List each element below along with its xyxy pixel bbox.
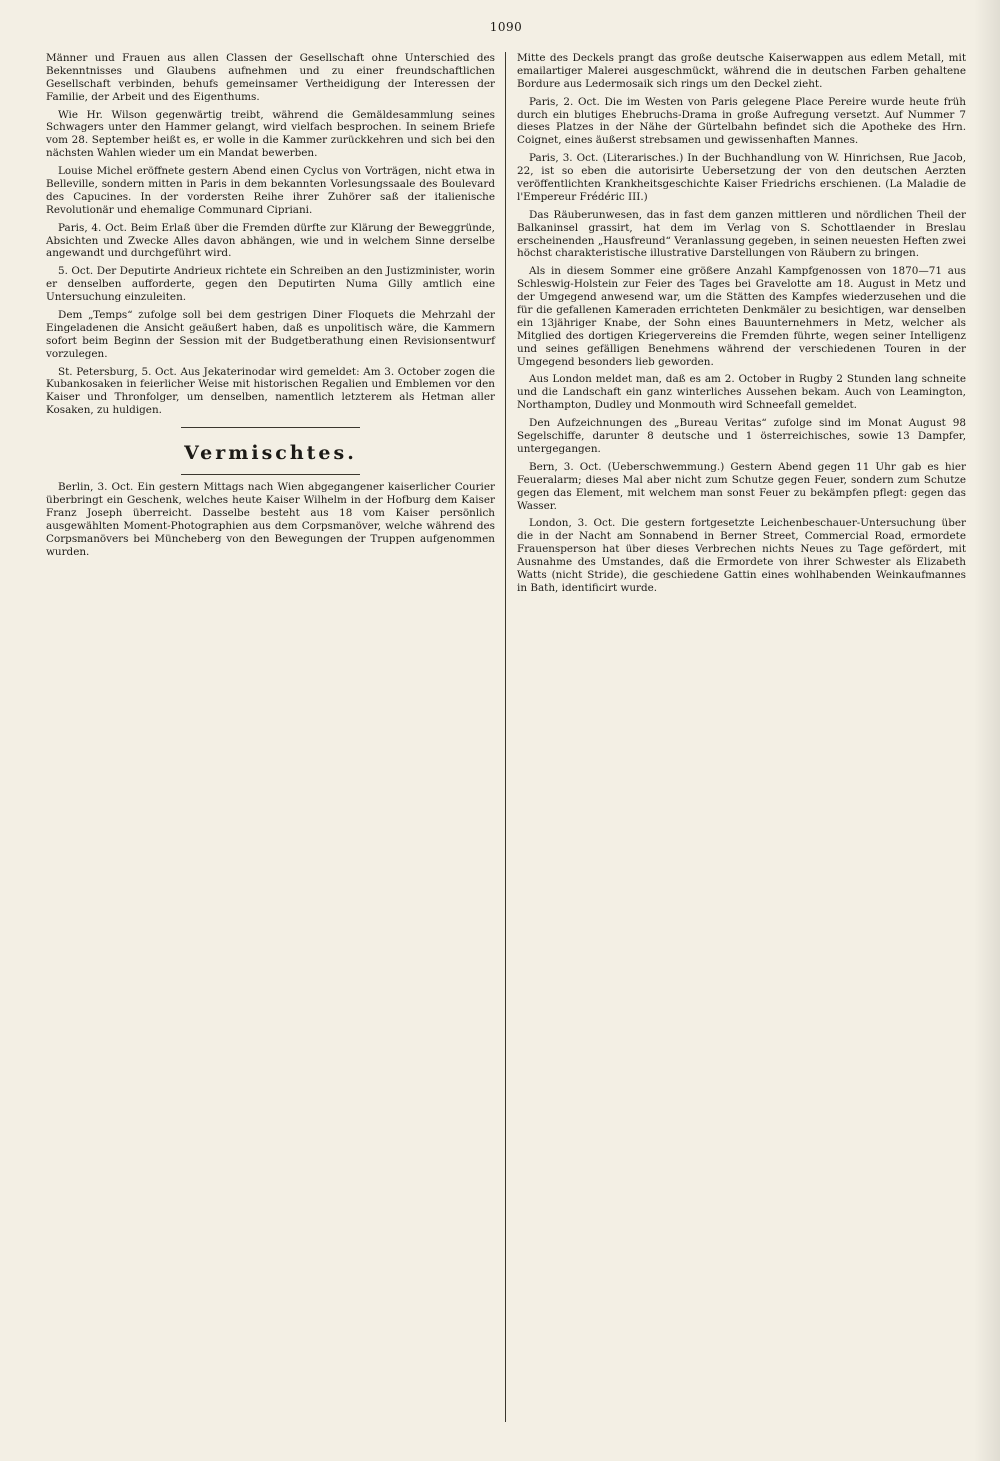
paragraph: 5. Oct. Der Deputirte Andrieux richtete ein Schreiben an den Justizminister, worin er denselben aufforderte, gegen den Deputirten Numa Gilly amtlich eine Untersuchung einzuleiten. <box>46 265 495 304</box>
page-edge-shadow <box>974 0 1000 1461</box>
paragraph: St. Petersburg, 5. Oct. Aus Jekaterinodar wird gemeldet: Am 3. October zogen die Kubankosaken in feierlicher Weise mit historischen Regalien und Emblemen vor den Kaiser und Thronfolger, um denselben, namentlich letzterem als Hetman aller Kosaken, zu huldigen. <box>46 365 495 417</box>
paragraph: Mitte des Deckels prangt das große deutsche Kaiserwappen aus edlem Metall, mit emailartiger Malerei ausgeschmückt, während die in deutschen Farben gehaltene Bordure aus Ledermosaik sich rings um den Deckel zieht. <box>517 52 966 90</box>
paragraph: London, 3. Oct. Die gestern fortgesetzte Leichenbeschauer-Untersuchung über die in der Nacht am Sonnabend in Berner Street, Commercial Road, ermordete Frauensperson hat über dieses Verbrechen nichts Neues zu Tage gefördert, mit Ausnahme des Umstandes, daß die Ermordete von ihrer Schwester als Elizabeth Watts (nicht Stride), die geschiedene Gattin eines wohlhabenden Weinkaufmannes in Bath, identificirt wurde. <box>517 517 966 594</box>
divider <box>181 427 361 428</box>
paragraph: Das Räuberunwesen, das in fast dem ganzen mittleren und nördlichen Theil der Balkaninsel grassirt, hat dem im Verlag von S. Schottlaender in Breslau erscheinenden „Hausfreund“ Veranlassung gegeben, in seinen neuesten Heften zwei höchst charakteristische illustrative Darstellungen von Räubern zu bringen. <box>517 208 966 260</box>
columns <box>46 52 966 1422</box>
paragraph: Dem „Temps“ zufolge soll bei dem gestrigen Diner Floquets die Mehrzahl der Eingeladenen die Ansicht geäußert haben, daß es unpolitisch wäre, die Kammern sofort beim Beginn der Session mit der Budgetberathung einen Revisionsentwurf vorzulegen. <box>46 309 495 360</box>
paragraph: Paris, 2. Oct. Die im Westen von Paris gelegene Place Pereire wurde heute früh durch ein blutiges Ehebruchs-Drama in große Aufregung versetzt. Auf Nummer 7 dieses Platzes in der Nähe der Gürtelbahn befindet sich die Apotheke des Hrn. Coignet, eines äußerst strebsamen und gewissenhaften Mannes. <box>517 95 966 147</box>
divider <box>181 474 361 475</box>
newspaper-page <box>46 20 966 1422</box>
column-right <box>517 52 966 1422</box>
paragraph: Paris, 3. Oct. (Literarisches.) In der Buchhandlung von W. Hinrichsen, Rue Jacob, 22, ist so eben die autorisirte Uebersetzung der von den deutschen Aerzten veröffentlichten Krankheitsgeschichte Kaiser Friedrichs erschienen. (La Maladie de l'Empereur Frédéric III.) <box>517 152 966 203</box>
paragraph: Paris, 4. Oct. Beim Erlaß über die Fremden dürfte zur Klärung der Beweggründe, Absichten und Zwecke Alles davon abhängen, wie und in welchem Sinne derselbe angewandt und durchgeführt wird. <box>46 221 495 260</box>
column-left <box>46 52 495 1422</box>
paragraph: Den Aufzeichnungen des „Bureau Veritas“ zufolge sind im Monat August 98 Segelschiffe, darunter 8 deutsche und 1 österreichisches, sowie 13 Dampfer, untergegangen. <box>517 417 966 455</box>
section-heading: Vermischtes. <box>184 442 357 465</box>
paragraph: Wie Hr. Wilson gegenwärtig treibt, während die Gemäldesammlung seines Schwagers unter den Hammer gelangt, wird vielfach besprochen. In seinem Briefe vom 28. September heißt es, er wolle in die Kammer zurückkehren und sich bei den nächsten Wahlen wieder um ein Mandat bewerben. <box>46 108 495 160</box>
page-number: 1090 <box>489 20 523 34</box>
paragraph: Bern, 3. Oct. (Ueberschwemmung.) Gestern Abend gegen 11 Uhr gab es hier Feueralarm; dieses Mal aber nicht zum Schutze gegen Feuer, sondern zum Schutze gegen das Element, mit welchem man sonst Feuer zu bekämpfen pflegt: gegen das Wasser. <box>517 460 966 512</box>
paragraph: Als in diesem Sommer eine größere Anzahl Kampfgenossen von 1870—71 aus Schleswig-Holstein zur Feier des Tages bei Gravelotte am 18. August in Metz und der Umgegend anwesend war, um die Stätten des Kampfes wiederzusehen und die für die gefallenen Kameraden errichteten Denkmäler zu besichtigen, war denselben ein 13jähriger Knabe, der Sohn eines Bauunternehmers in Metz, welcher als Mitglied des dortigen Kriegervereins die Fremden führte, wegen seiner Intelligenz und seines gefälligen Benehmens während der verschiedenen Touren in der Umgegend besonders lieb geworden. <box>517 265 966 368</box>
paragraph: Männer und Frauen aus allen Classen der Gesellschaft ohne Unterschied des Bekenntnisses und Glaubens aufnehmen und zu einer freundschaftlichen Gesellschaft verbinden, behufs gemeinsamer Vertheidigung der Interessen der Familie, der Arbeit und des Eigenthums. <box>46 52 495 103</box>
paragraph: Berlin, 3. Oct. Ein gestern Mittags nach Wien abgegangener kaiserlicher Courier überbringt ein Geschenk, welches heute Kaiser Wilhelm in der Hofburg dem Kaiser Franz Joseph überreicht. Dasselbe besteht aus 18 vom Kaiser persönlich ausgewählten Moment-Photographien aus dem Corpsmanöver, welche während des Corpsmanövers bei Müncheberg von den Bewegungen der Truppen aufgenommen wurden. <box>46 481 495 558</box>
paragraph: Aus London meldet man, daß es am 2. October in Rugby 2 Stunden lang schneite und die Landschaft ein ganz winterliches Aussehen bekam. Auch von Leamington, Northampton, Dudley und Monmouth wird Schneefall gemeldet. <box>517 373 966 412</box>
paragraph: Louise Michel eröffnete gestern Abend einen Cyclus von Vorträgen, nicht etwa in Belleville, sondern mitten in Paris in dem bekannten Vorlesungssaale des Boulevard des Capucines. In der vordersten Reihe ihrer Zuhörer saß der italienische Revolutionär und ehemalige Communard Cipriani. <box>46 165 495 216</box>
